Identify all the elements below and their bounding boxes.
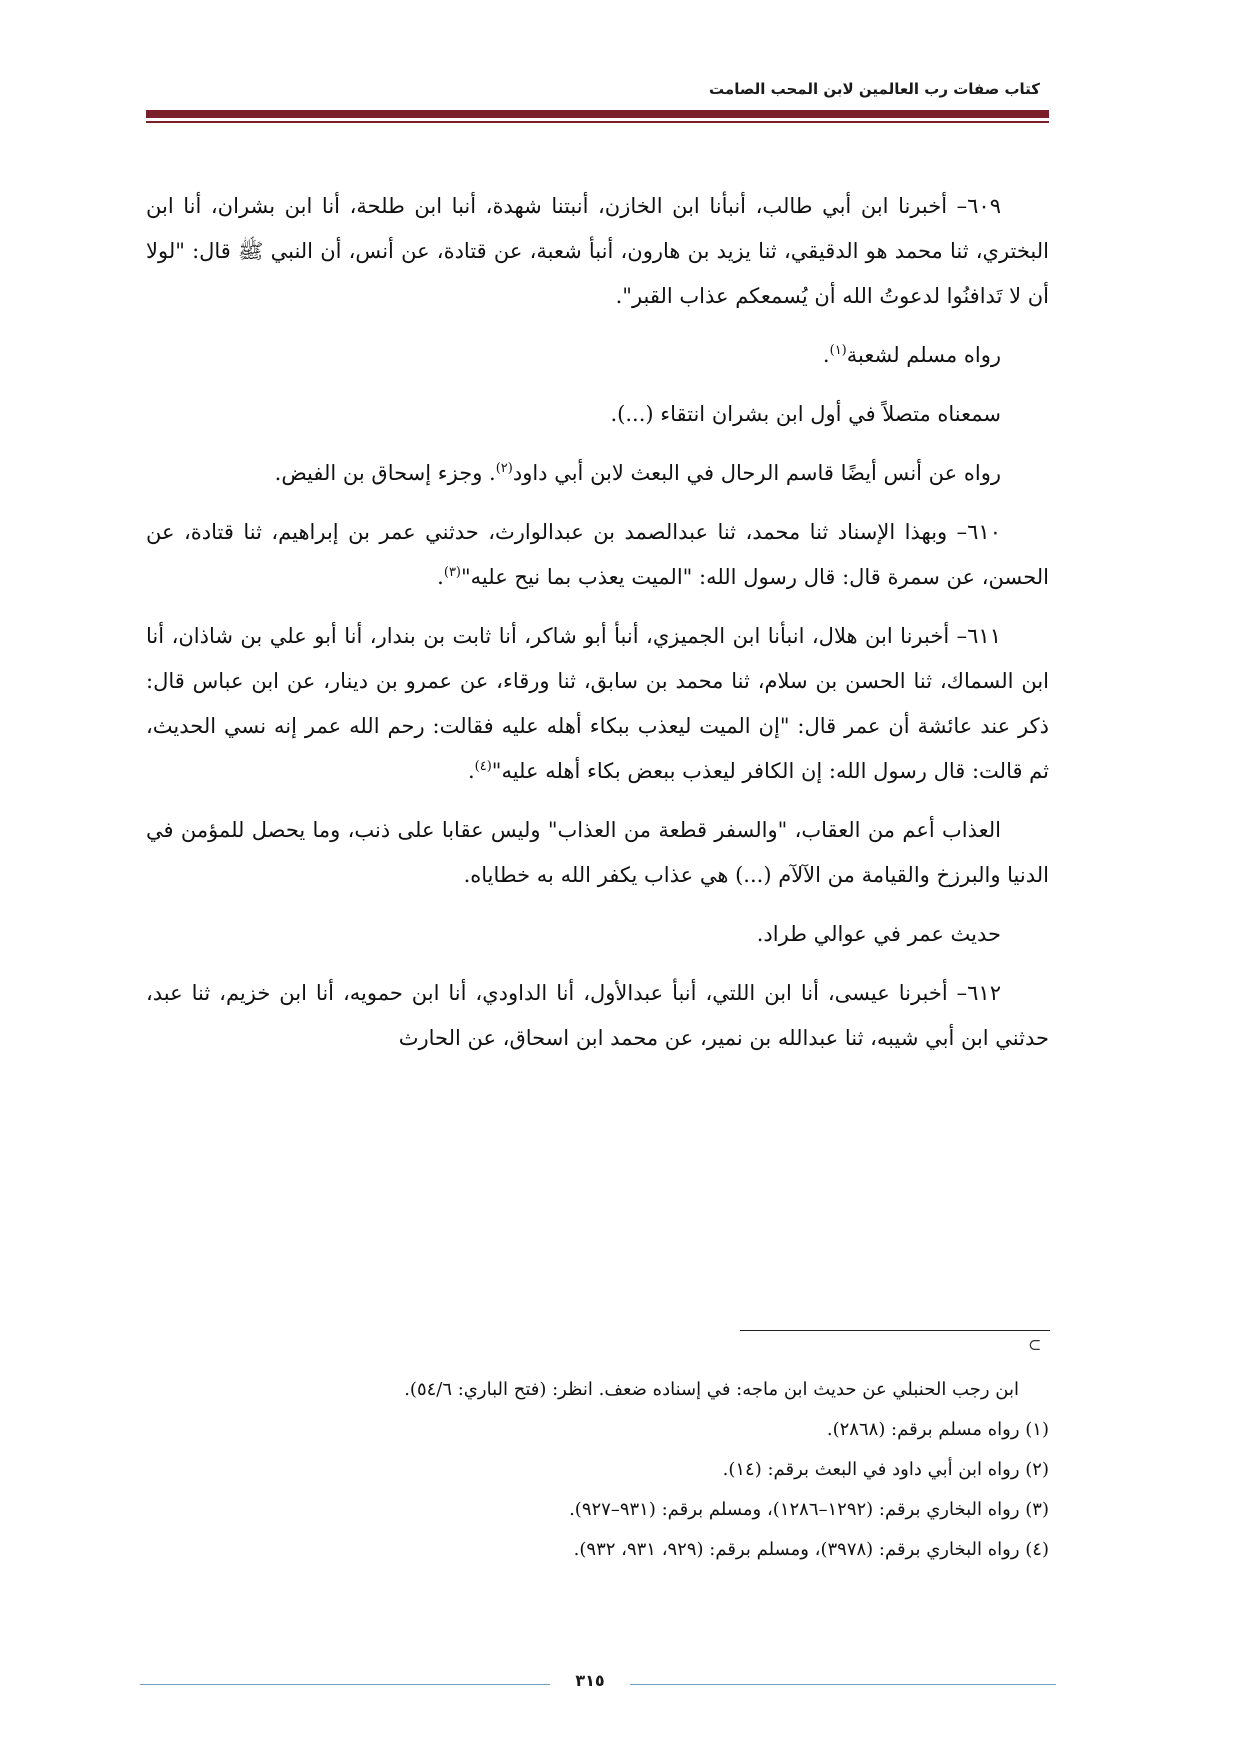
footer-rule-right: [630, 1684, 1056, 1685]
paragraph-narration-muslim: رواه مسلم لشعبة$^{(١)}$.: [822, 343, 1001, 367]
header-rule-thick: [146, 110, 1049, 118]
footnote-ref-2[interactable]: (٢): [495, 461, 513, 476]
main-text: [146, 184, 1049, 1075]
footnote-separator: [740, 1330, 1050, 1331]
footnote-2: (٢) رواه ابن أبي داود في البعث برقم: (١٤).: [722, 1459, 1049, 1480]
footnote-ref-4[interactable]: (٤): [474, 759, 492, 774]
paragraph-narration-anas: رواه عن أنس أيضًا قاسم الرحال في البعث لابن أبي داود$^{(٢)}$. وجزء إسحاق بن الفيض.: [274, 461, 1001, 485]
paragraph-609: ٦٠٩– أخبرنا ابن أبي طالب، أنبأنا ابن الخازن، أنبتنا شهدة، أنبا ابن طلحة، أنا ابن بشران، أنا ابن البختري، ثنا محمد هو الدقيقي، ثنا يزيد بن هارون، أنبأ شعبة، عن قتادة، عن أنس، أن النبي ﷺ قال: "لولا أن لا تَدافنُوا لدعوتُ الله أن يُسمعكم عذاب القبر".: [146, 194, 1049, 308]
footnotes: [146, 1372, 1049, 1572]
paragraph-612: ٦١٢– أخبرنا عيسى، أنا ابن اللتي، أنبأ عبدالأول، أنا الداودي، أنا ابن حمويه، أنا ابن خزيم، ثنا عبد، حدثني ابن أبي شيبه، ثنا عبدالله بن نمير، عن محمد ابن اسحاق، عن الحارث: [146, 981, 1049, 1050]
footnote-ref-1[interactable]: (١): [829, 343, 847, 358]
header-rule-thin: [146, 121, 1049, 123]
paragraph-610: ٦١٠– وبهذا الإسناد ثنا محمد، ثنا عبدالصمد بن عبدالوارث، حدثني عمر بن إبراهيم، ثنا قتادة، عن الحسن، عن سمرة قال: قال رسول الله: "الميت يعذب بما نيح عليه"$^{(٣)}$.: [146, 520, 1049, 589]
paragraph-umar-hadith: حديث عمر في عوالي طراد.: [756, 922, 1001, 946]
footer-rule-left: [140, 1684, 550, 1685]
page-number: ٣١٥: [575, 1671, 605, 1690]
paragraph-611: ٦١١– أخبرنا ابن هلال، انبأنا ابن الجميزي، أنبأ أبو شاكر، أنا ثابت بن بندار، أنا أبو علي بن شاذان، أنا ابن السماك، ثنا الحسن بن سلام، ثنا محمد بن سابق، ثنا ورقاء، عن عمرو بن دينار، عن ابن عباس قال: ذكر عند عائشة أن عمر قال: "إن الميت ليعذب ببكاء أهله عليه فقالت: رحم الله عمر إنه نسي الحديث، ثم قالت: قال رسول الله: إن الكافر ليعذب ببعض بكاء أهله عليه"$^{(٤)}$.: [146, 624, 1049, 783]
footnote-4: (٤) رواه البخاري برقم: (٣٩٧٨)، ومسلم برقم: (٩٢٩، ٩٣١، ٩٣٢).: [573, 1539, 1049, 1560]
page-header-title: كتاب صفات رب العالمين لابن المحب الصامت: [709, 80, 1040, 98]
footnote-ref-3[interactable]: (٣): [443, 565, 461, 580]
paragraph-punishment: العذاب أعم من العقاب، "والسفر قطعة من العذاب" وليس عقابا على ذنب، وما يحصل للمؤمن في الدنيا والبرزخ والقيامة من الآلآم (...) هي عذاب يكفر الله به خطاياه.: [146, 818, 1049, 887]
footnote-3: (٣) رواه البخاري برقم: (١٢٩٢–١٢٨٦)، ومسلم برقم: (٩٣١–٩٢٧).: [569, 1499, 1049, 1520]
footnote-continued-mark: ⊃: [1028, 1335, 1042, 1354]
paragraph-heard-connected: سمعناه متصلاً في أول ابن بشران انتقاء (...).: [610, 402, 1001, 426]
footnote-carryover: ابن رجب الحنبلي عن حديث ابن ماجه: في إسناده ضعف. انظر: (فتح الباري: ٥٤/٦).: [404, 1379, 1019, 1400]
footnote-1: (١) رواه مسلم برقم: (٢٨٦٨).: [826, 1419, 1049, 1440]
